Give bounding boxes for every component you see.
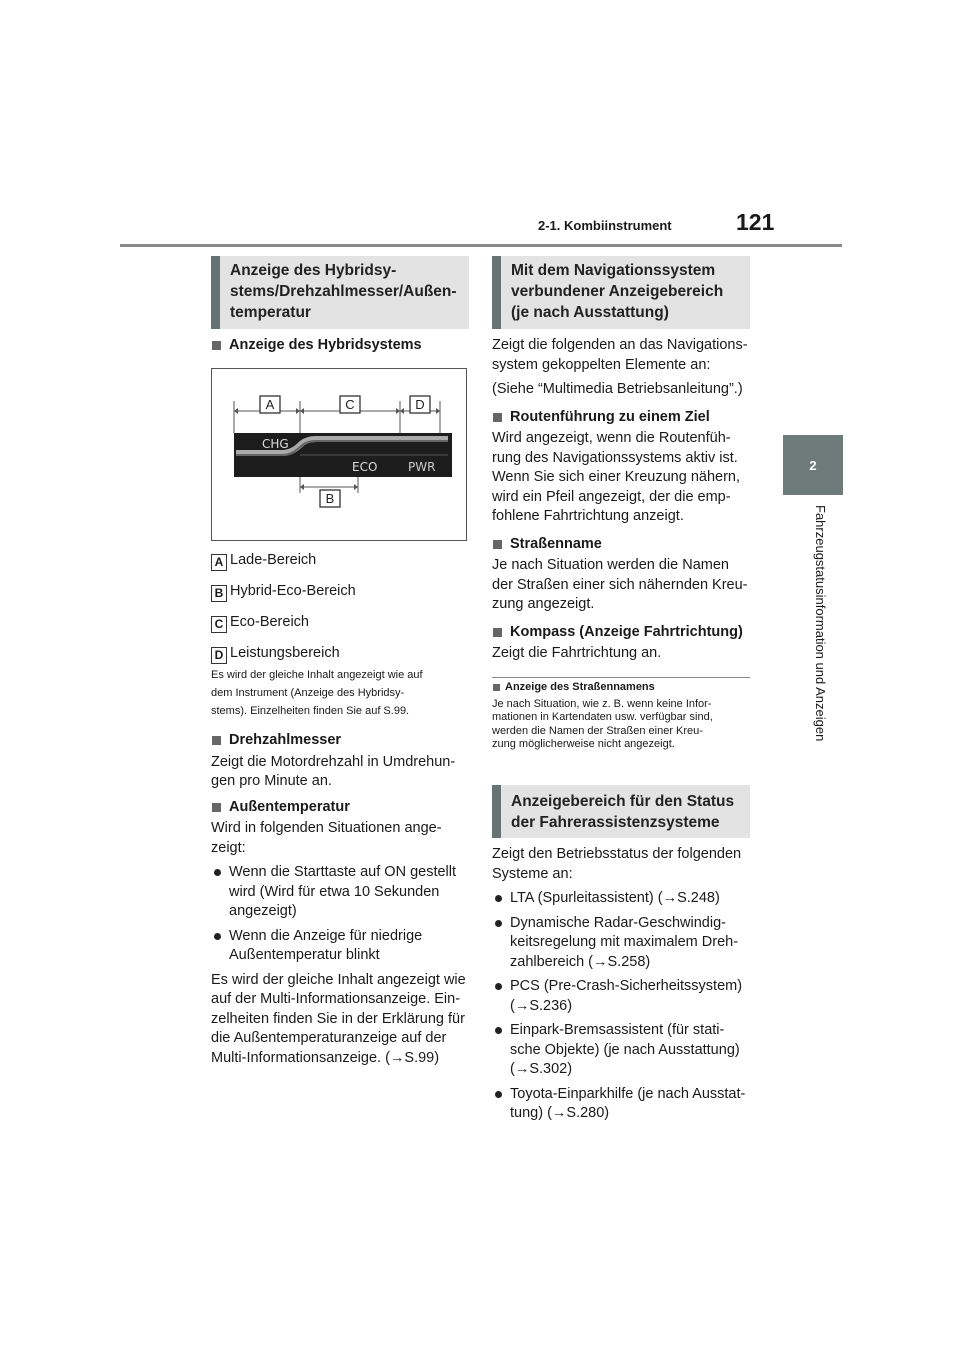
street-name-note [492, 681, 754, 752]
body-line: Es wird der gleiche Inhalt angezeigt wie [211, 971, 466, 988]
chapter-title-text: Fahrzeugstatusinformation und Anzeigen [813, 505, 828, 742]
bullet-line: sche Objekte) (je nach Ausstattung) [510, 1041, 740, 1058]
body-line: Zeigt den Betriebsstatus der folgenden [492, 846, 742, 862]
legend-key: B [211, 585, 227, 602]
diagram-label-b: B [325, 491, 335, 506]
bullet-item [492, 1021, 754, 1080]
subheading-route-guidance: Routenführung zu einem Ziel [492, 408, 754, 428]
body-line: Wenn Sie sich einer Kreuzung nähern, [492, 469, 740, 485]
body-line: gen pro Minute an. [211, 773, 332, 789]
legend-text: Lade-Bereich [230, 552, 317, 568]
hybrid-note [211, 666, 473, 720]
body-line: Wird in folgenden Situationen ange- [211, 820, 442, 836]
diagram-label-c: C [345, 397, 355, 412]
reference-note: (Siehe “Multimedia Betriebsanleitung”.) [492, 381, 743, 397]
body-line: Zeigt die folgenden an das Navigations- [492, 337, 748, 353]
legend-key: A [211, 554, 227, 571]
bullet-line: Toyota-Einparkhilfe (je nach Ausstat- [510, 1085, 746, 1102]
section-title: 2-1. Kombiinstrument [538, 218, 672, 233]
diagram-label-a: A [265, 397, 275, 412]
note-title: Anzeige des Straßennamens [492, 681, 754, 695]
heading-line: der Fahrerassistenzsysteme [511, 814, 720, 831]
legend-key: D [211, 647, 227, 664]
bullet-item [211, 863, 473, 922]
subheading-tachometer: Drehzahlmesser [211, 731, 473, 751]
heading-line: temperatur [230, 304, 311, 321]
body-line: wird ein Pfeil angezeigt, der die emp- [492, 488, 731, 505]
hybrid-indicator-diagram [211, 368, 467, 541]
bullet-item [492, 914, 754, 973]
chapter-tab[interactable] [783, 435, 843, 495]
subheading-compass: Kompass (Anzeige Fahrtrichtung) [492, 623, 754, 643]
body-line: der Straßen einer sich nähernden Kreu- [492, 576, 748, 593]
bullet-item [492, 977, 754, 1016]
bullet-line: LTA (Spurleitassistent) (→S.248) [510, 890, 720, 906]
right-heading-assist [492, 785, 750, 838]
bar-text-pwr: PWR [408, 460, 436, 474]
heading-line: Mit dem Navigationssystem [511, 262, 716, 279]
chapter-tab-number: 2 [809, 457, 817, 473]
heading-line: stems/Drehzahlmesser/Außen- [230, 283, 457, 300]
note-line: stems). Einzelheiten finden Sie auf S.99. [211, 705, 410, 717]
note-line: dem Instrument (Anzeige des Hybridsy- [211, 687, 405, 699]
bullet-line: Wenn die Starttaste auf ON gestellt [229, 864, 457, 880]
page-number: 121 [736, 209, 775, 235]
note-line: Es wird der gleiche Inhalt angezeigt wie auf [211, 669, 423, 681]
bullet-line: Dynamische Radar-Geschwindig- [510, 914, 726, 931]
bullet-line: keitsregelung mit maximalem Dreh- [510, 934, 739, 950]
body-line: Je nach Situation werden die Namen [492, 557, 729, 573]
bullet-item [492, 889, 754, 909]
legend-key: C [211, 616, 227, 633]
legend-item [211, 644, 471, 664]
legend-item [211, 551, 471, 571]
hybrid-indicator-illustration [212, 369, 466, 540]
bullet-line: PCS (Pre-Crash-Sicherheitssystem) [510, 978, 743, 994]
note-line: mationen in Kartendaten usw. verfügbar sind, [492, 711, 713, 723]
note-divider [492, 677, 750, 678]
subheading-hybrid-display: Anzeige des Hybridsystems [211, 336, 471, 356]
bullet-line: Außentemperatur blinkt [229, 947, 380, 963]
body-line: rung des Navigationssystems aktiv ist. [492, 449, 738, 466]
legend-text: Eco-Bereich [230, 614, 309, 630]
legend-item [211, 613, 471, 633]
right-heading-navigation [492, 256, 750, 329]
bullet-line: wird (Wird für etwa 10 Sekunden [229, 883, 440, 900]
legend-item [211, 582, 471, 602]
subheading-street-name: Straßenname [492, 535, 754, 555]
bullet-line: (→S.302) [510, 1061, 573, 1077]
subheading-outside-temp: Außentemperatur [211, 798, 473, 818]
body-line: system gekoppelten Elemente an: [492, 356, 711, 373]
diagram-label-d: D [415, 397, 425, 412]
note-line: zung möglicherweise nicht angezeigt. [492, 738, 675, 750]
body-line: zelheiten finden Sie in der Erklärung für [211, 1010, 465, 1027]
bullet-line: Wenn die Anzeige für niedrige [229, 927, 423, 944]
body-line: zung angezeigt. [492, 596, 595, 612]
heading-line: Anzeigebereich für den Status [511, 793, 735, 810]
heading-line: verbundener Anzeigebereich [511, 283, 724, 300]
body-line: auf der Multi-Informationsanzeige. Ein- [211, 991, 461, 1007]
note-line: werden die Namen der Straßen einer Kreu- [492, 724, 703, 737]
body-line: Zeigt die Fahrtrichtung an. [492, 645, 662, 661]
body-line: Multi-Informationsanzeige. (→S.99) [211, 1049, 440, 1066]
bullet-line: tung) (→S.280) [510, 1105, 610, 1121]
body-line: Zeigt die Motordrehzahl in Umdrehun- [211, 753, 456, 770]
bar-text-chg: CHG [262, 437, 289, 451]
bullet-line: zahlbereich (→S.258) [510, 953, 651, 970]
bullet-line: Einpark-Bremsassistent (für stati- [510, 1022, 725, 1038]
legend-text: Hybrid-Eco-Bereich [230, 583, 356, 599]
bar-text-eco: ECO [352, 460, 378, 474]
body-line: Wird angezeigt, wenn die Routenfüh- [492, 430, 731, 446]
legend-text: Leistungsbereich [230, 645, 340, 661]
bullet-line: angezeigt) [229, 903, 297, 919]
chapter-side-title [813, 505, 835, 785]
body-line: die Außentemperaturanzeige auf der [211, 1030, 447, 1046]
legend-list [211, 551, 471, 675]
body-line: Systeme an: [492, 865, 573, 882]
note-line: Je nach Situation, wie z. B. wenn keine Infor- [492, 697, 712, 710]
left-heading [211, 256, 469, 329]
bullet-item [492, 1085, 754, 1124]
bullet-item [211, 927, 473, 966]
heading-line: (je nach Ausstattung) [511, 304, 669, 321]
heading-line: Anzeige des Hybridsy- [230, 262, 397, 279]
final-paragraph [211, 971, 473, 1069]
body-line: fohlene Fahrtrichtung anzeigt. [492, 508, 684, 524]
bullet-line: (→S.236) [510, 997, 573, 1014]
body-line: zeigt: [211, 839, 246, 856]
header-divider [120, 244, 842, 247]
